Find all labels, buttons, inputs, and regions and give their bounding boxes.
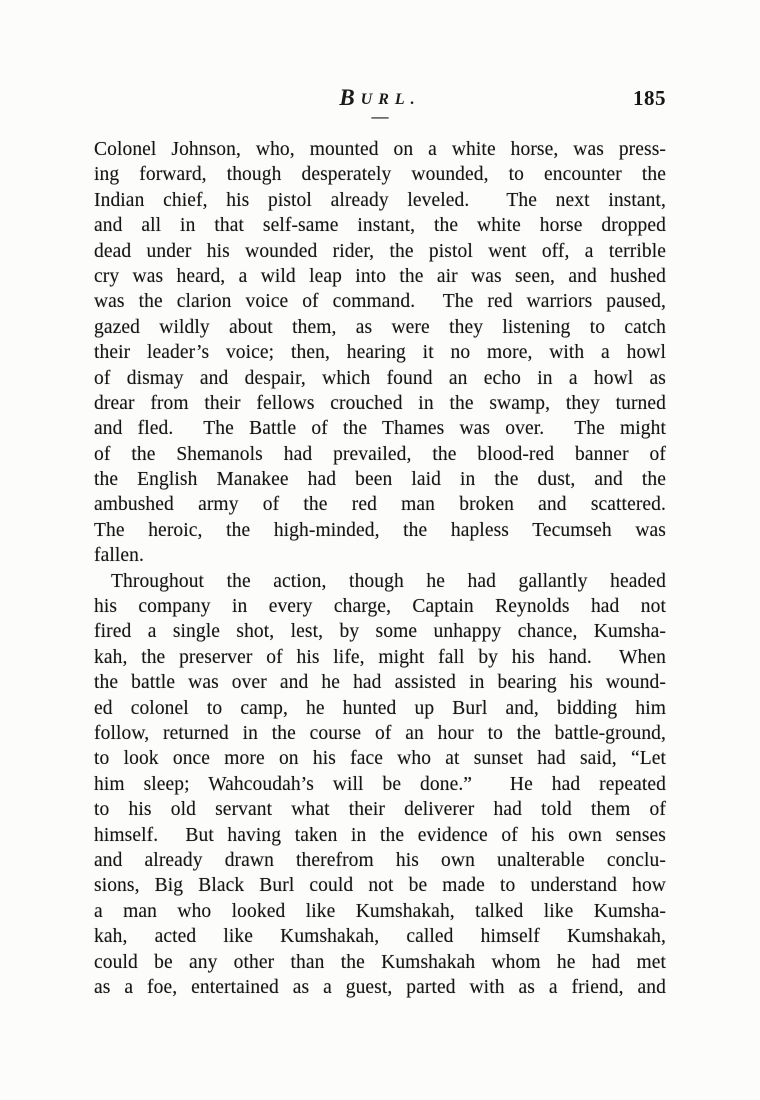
text-line: Indian chief, his pistol already leveled. The next instant, (94, 189, 666, 211)
text-line: fallen. (94, 545, 144, 567)
text-line: ambushed army of the red man broken and scattered. (94, 494, 666, 516)
text-line: and all in that self-same instant, the white horse dropped (94, 215, 666, 237)
text-column (94, 0, 666, 1000)
text-line: could be any other than the Kumshakah whom he had met (94, 951, 666, 973)
text-line: was the clarion voice of command. The red warriors paused, (94, 291, 666, 313)
text-line: the battle was over and he had assisted in bearing his wound- (94, 672, 666, 694)
text-line: a man who looked like Kumshakah, talked like Kumsha- (94, 900, 666, 922)
text-line: drear from their fellows crouched in the swamp, they turned (94, 392, 666, 414)
book-title (94, 84, 666, 115)
text-line: to look once more on his face who at sunset had said, “Let (94, 748, 666, 770)
text-line: The heroic, the high-minded, the hapless Tecumseh was (94, 519, 666, 541)
text-line: follow, returned in the course of an hour to the battle-ground, (94, 722, 666, 744)
section-divider-dash: — (371, 107, 389, 126)
text-line: kah, the preserver of his life, might fall by his hand. When (94, 646, 666, 668)
page-number: 185 (633, 86, 666, 110)
text-line: gazed wildly about them, as were they listening to catch (94, 316, 666, 338)
text-line: Throughout the action, though he had gallantly headed (111, 570, 666, 592)
text-line: himself. But having taken in the evidence of his own senses (94, 824, 666, 846)
text-line: of the Shemanols had prevailed, the blood-red banner of (94, 443, 666, 465)
text-line: Colonel Johnson, who, mounted on a white horse, was press- (94, 139, 666, 160)
paragraph (94, 137, 666, 569)
running-head (94, 84, 666, 112)
text-line: and fled. The Battle of the Thames was over. The might (94, 418, 666, 440)
text-line: ed colonel to camp, he hunted up Burl and, bidding him (94, 697, 666, 719)
text-line: him sleep; Wahcoudah’s will be done.” He had repeated (94, 773, 666, 795)
text-line: fired a single shot, lest, by some unhappy chance, Kumsha- (94, 621, 666, 643)
paragraph (94, 569, 666, 1001)
text-line: kah, acted like Kumshakah, called himself Kumshakah, (94, 926, 666, 948)
text-line: the English Manakee had been laid in the dust, and the (94, 469, 666, 491)
book-title-initial: B (339, 85, 361, 110)
text-line: sions, Big Black Burl could not be made to understand how (94, 875, 666, 897)
body-text (94, 137, 666, 1000)
text-line: dead under his wounded rider, the pistol went off, a terrible (94, 240, 666, 262)
text-line: as a foe, entertained as a guest, parted with as a friend, and (94, 976, 666, 998)
text-line: cry was heard, a wild leap into the air was seen, and hushed (94, 265, 666, 287)
text-line: of dismay and despair, which found an echo in a howl as (94, 367, 666, 389)
text-line: their leader’s voice; then, hearing it no more, with a howl (94, 342, 666, 364)
book-title-rest: URL. (360, 91, 421, 108)
text-line: and already drawn therefrom his own unalterable conclu- (94, 849, 666, 871)
text-line: to his old servant what their deliverer had told them of (94, 799, 666, 821)
text-line: his company in every charge, Captain Reynolds had not (94, 596, 666, 618)
text-line: ing forward, though desperately wounded, to encounter the (94, 164, 666, 186)
